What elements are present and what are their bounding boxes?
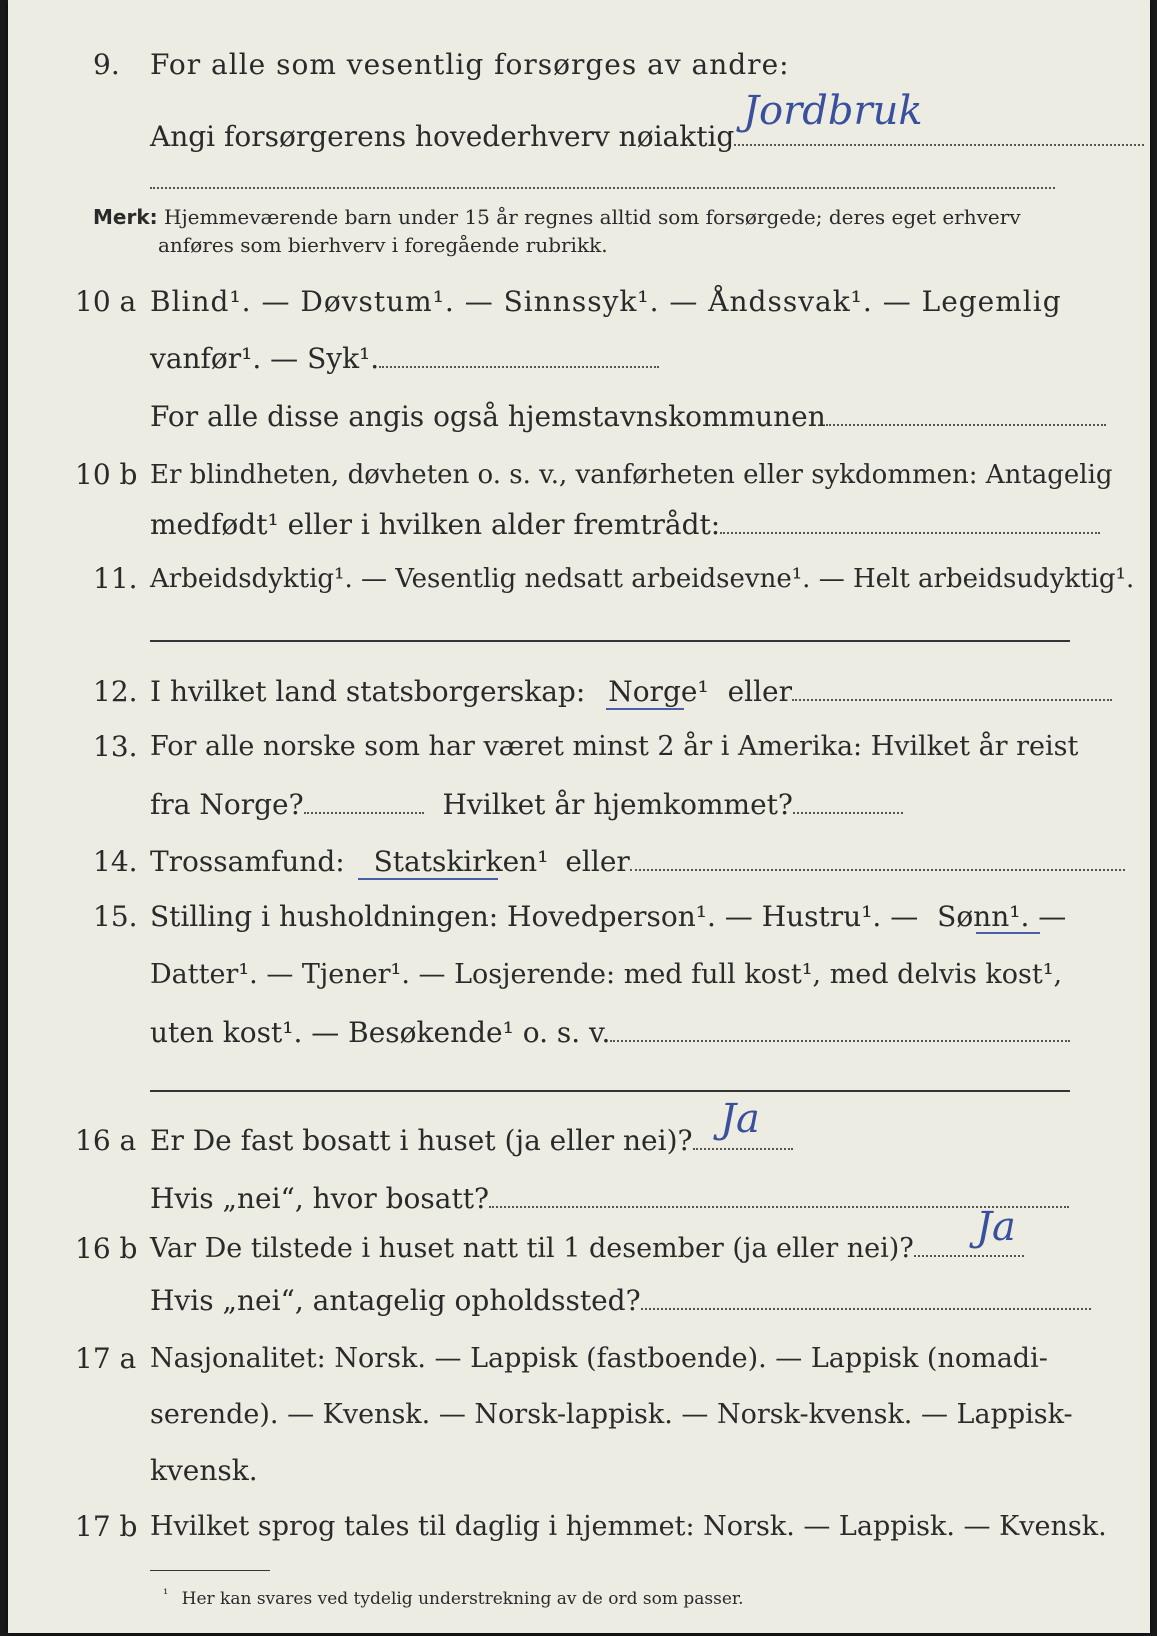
q9-line1: For alle som vesentlig forsørges av andre: bbox=[150, 48, 790, 81]
q15-line1c: . — bbox=[1020, 900, 1067, 933]
census-form-page bbox=[8, 0, 1150, 1633]
q13-line2b: Hvilket år hjemkommet? bbox=[442, 788, 793, 821]
q16b-line1 bbox=[150, 1232, 1024, 1266]
q16a-field[interactable] bbox=[693, 1147, 793, 1150]
q12-option-norge[interactable]: Norge¹ bbox=[608, 675, 709, 708]
q16b-line1-text: Var De tilstede i huset natt til 1 desember (ja eller nei)? bbox=[150, 1233, 914, 1264]
q10b-line2-text: medfødt¹ eller i hvilken alder fremtrådt: bbox=[150, 508, 721, 541]
q16b-line2 bbox=[150, 1284, 1091, 1318]
q10a-line2 bbox=[150, 342, 659, 376]
q9-extra-line[interactable] bbox=[150, 186, 1055, 189]
q15-option-sonn[interactable]: Sønn¹ bbox=[937, 900, 1021, 933]
q14-suffix: eller bbox=[565, 845, 630, 878]
q10a-line2-text: vanfør¹. — Syk¹. bbox=[150, 342, 380, 375]
q16b-handwritten-answer: Ja bbox=[976, 1204, 1016, 1250]
q10b-line1: Er blindheten, døvheten o. s. v., vanførheten eller sykdommen: Antagelig bbox=[150, 460, 1113, 490]
q16b-line2-text: Hvis „nei“, antagelig opholdssted? bbox=[150, 1284, 641, 1317]
q14-line bbox=[150, 845, 1125, 879]
q12-line bbox=[150, 675, 1112, 709]
q9-answer-line[interactable] bbox=[734, 143, 1144, 146]
q12-suffix: eller bbox=[727, 675, 793, 708]
q15-line1 bbox=[150, 900, 1066, 934]
q17b-number: 17 b bbox=[75, 1510, 138, 1543]
q17a-line3: kvensk. bbox=[150, 1454, 258, 1487]
q16b-location-field[interactable] bbox=[641, 1307, 1091, 1310]
q15-field[interactable] bbox=[610, 1039, 1070, 1042]
q11-number: 11. bbox=[93, 562, 138, 595]
q13-line1: For alle norske som har været minst 2 år i Amerika: Hvilket år reist bbox=[150, 731, 1079, 762]
q15-underline-mark bbox=[976, 932, 1040, 934]
q15-line3 bbox=[150, 1016, 1070, 1050]
q17a-number: 17 a bbox=[75, 1342, 137, 1375]
q16a-line2 bbox=[150, 1182, 1069, 1216]
q16a-line1 bbox=[150, 1124, 793, 1158]
q17b-line1: Hvilket sprog tales til daglig i hjemmet: Norsk. — Lappisk. — Kvensk. bbox=[150, 1511, 1107, 1542]
q17a-line2: serende). — Kvensk. — Norsk-lappisk. — Norsk-kvensk. — Lappisk- bbox=[150, 1399, 1073, 1430]
q10a-number: 10 a bbox=[75, 285, 137, 318]
q13-departure-field[interactable] bbox=[304, 811, 424, 814]
q13-return-field[interactable] bbox=[793, 811, 903, 814]
q14-option-statskirken[interactable]: Statskirken¹ bbox=[373, 845, 549, 878]
footnote bbox=[163, 1584, 744, 1610]
q14-prefix: Trossamfund: bbox=[150, 845, 345, 878]
q12-underline-mark bbox=[606, 708, 684, 710]
q16a-line1-text: Er De fast bosatt i huset (ja eller nei)? bbox=[150, 1124, 693, 1157]
q15-line2: Datter¹. — Tjener¹. — Losjerende: med full kost¹, med delvis kost¹, bbox=[150, 959, 1063, 990]
q16b-field[interactable] bbox=[914, 1254, 1024, 1257]
q16a-handwritten-answer: Ja bbox=[720, 1096, 760, 1142]
merk-label: Merk: bbox=[93, 205, 158, 229]
q9-line2 bbox=[150, 120, 1144, 154]
footnote-mark: ¹ bbox=[163, 1587, 169, 1602]
q10b-line2 bbox=[150, 508, 1100, 542]
q14-underline-mark bbox=[358, 878, 498, 880]
q14-field[interactable] bbox=[630, 868, 1125, 871]
q10a-line3-text: For alle disse angis også hjemstavnskommunen bbox=[150, 400, 826, 433]
q9-line2-text: Angi forsørgerens hovederhverv nøiaktig bbox=[150, 120, 735, 153]
q9-handwritten-answer: Jordbruk bbox=[743, 88, 923, 134]
merk-line1 bbox=[93, 204, 1021, 230]
q10a-line2-field[interactable] bbox=[379, 365, 659, 368]
q16b-number: 16 b bbox=[75, 1232, 138, 1265]
q12-prefix: I hvilket land statsborgerskap: bbox=[150, 675, 586, 708]
footnote-text: Her kan svares ved tydelig understrekning av de ord som passer. bbox=[181, 1589, 744, 1609]
q13-line2 bbox=[150, 788, 903, 822]
q17a-line1: Nasjonalitet: Norsk. — Lappisk (fastboende). — Lappisk (nomadi- bbox=[150, 1343, 1048, 1374]
q12-number: 12. bbox=[93, 675, 138, 708]
q13-line2a: fra Norge? bbox=[150, 788, 304, 821]
q10a-line3-field[interactable] bbox=[826, 423, 1106, 426]
q10a-line3 bbox=[150, 400, 1106, 434]
footnote-rule bbox=[150, 1570, 270, 1571]
q15-line1a: Stilling i husholdningen: Hovedperson¹. — Hustru¹. — bbox=[150, 900, 919, 933]
q10a-line1: Blind¹. — Døvstum¹. — Sinnssyk¹. — Åndssvak¹. — Legemlig bbox=[150, 285, 1062, 318]
merk-line2: anføres som bierhverv i foregående rubrikk. bbox=[158, 233, 608, 257]
q15-number: 15. bbox=[93, 900, 138, 933]
q16a-number: 16 a bbox=[75, 1124, 137, 1157]
q11-line1: Arbeidsdyktig¹. — Vesentlig nedsatt arbeidsevne¹. — Helt arbeidsudyktig¹. bbox=[150, 564, 1135, 594]
q9-number: 9. bbox=[93, 48, 120, 81]
q16a-line2-text: Hvis „nei“, hvor bosatt? bbox=[150, 1182, 489, 1215]
q15-line3-text: uten kost¹. — Besøkende¹ o. s. v. bbox=[150, 1016, 611, 1049]
q10b-number: 10 b bbox=[75, 458, 138, 491]
q11-rule bbox=[150, 640, 1070, 642]
q10b-field[interactable] bbox=[720, 531, 1100, 534]
q13-number: 13. bbox=[93, 730, 138, 763]
merk-text1: Hjemmeværende barn under 15 år regnes alltid som forsørgede; deres eget erhverv bbox=[164, 205, 1021, 229]
q14-number: 14. bbox=[93, 845, 138, 878]
q15-rule bbox=[150, 1090, 1070, 1092]
q12-field[interactable] bbox=[792, 698, 1112, 701]
